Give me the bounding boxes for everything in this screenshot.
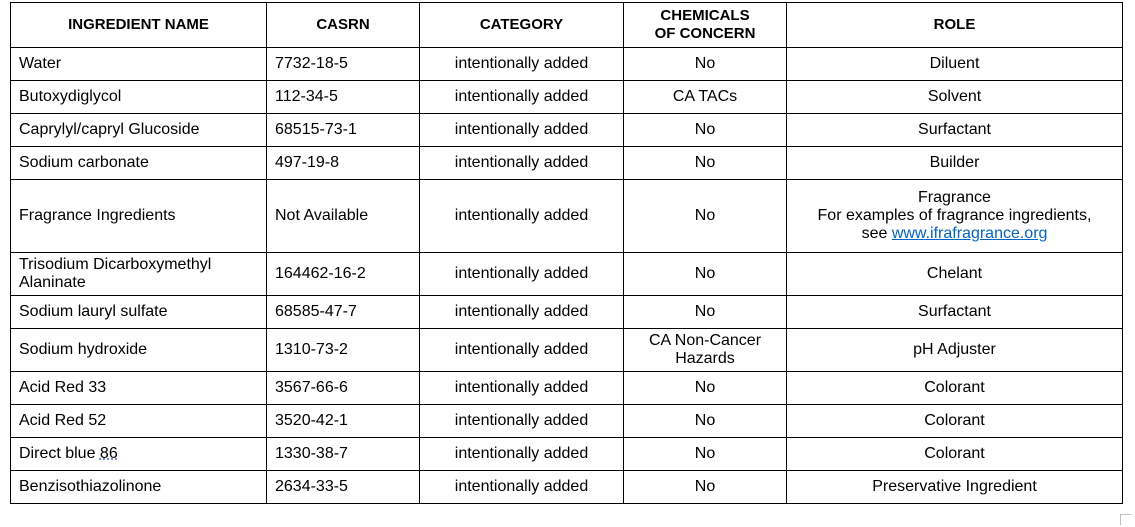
header-role: ROLE [787, 3, 1123, 48]
cell-role: pH Adjuster [787, 329, 1123, 372]
cell-category: intentionally added [420, 329, 624, 372]
header-chemicals-of-concern [624, 3, 787, 48]
header-coc-line2: OF CONCERN [654, 25, 756, 42]
table-row [11, 81, 1123, 114]
table-row [11, 147, 1123, 180]
cell-coc: No [624, 471, 787, 504]
cell-coc: No [624, 147, 787, 180]
name-line2: Alaninate [19, 274, 86, 291]
cell-coc: No [624, 180, 787, 253]
cell-role: Colorant [787, 438, 1123, 471]
table-row [11, 405, 1123, 438]
cell-coc: No [624, 405, 787, 438]
cell-role: Preservative Ingredient [787, 471, 1123, 504]
table-row [11, 372, 1123, 405]
coc-line1: CA Non-Cancer [648, 332, 762, 349]
table-row [11, 438, 1123, 471]
header-ingredient-name: INGREDIENT NAME [11, 3, 267, 48]
name-line1: Trisodium Dicarboxymethyl [19, 256, 212, 273]
cell-category: intentionally added [420, 147, 624, 180]
cell-casrn: 164462-16-2 [267, 253, 420, 296]
cell-role: Surfactant [787, 296, 1123, 329]
cell-casrn: 1330-38-7 [267, 438, 420, 471]
cell-casrn: 68515-73-1 [267, 114, 420, 147]
cell-coc: No [624, 114, 787, 147]
table-row [11, 48, 1123, 81]
cell-category: intentionally added [420, 81, 624, 114]
table-row [11, 296, 1123, 329]
header-coc-line1: CHEMICALS [660, 7, 750, 24]
cell-coc: No [624, 438, 787, 471]
cell-name: Water [11, 48, 267, 81]
cell-coc: CA TACs [624, 81, 787, 114]
table-row [11, 253, 1123, 296]
cell-casrn: 3520-42-1 [267, 405, 420, 438]
cell-role: Diluent [787, 48, 1123, 81]
cell-name: Fragrance Ingredients [11, 180, 267, 253]
ifra-fragrance-link[interactable]: www.ifrafragrance.org [891, 225, 1048, 242]
cell-name: Caprylyl/capryl Glucoside [11, 114, 267, 147]
cell-role: Chelant [787, 253, 1123, 296]
table-row [11, 114, 1123, 147]
ingredients-table [10, 2, 1123, 504]
resize-corner-mark [1120, 514, 1131, 525]
cell-category: intentionally added [420, 372, 624, 405]
header-category: CATEGORY [420, 3, 624, 48]
cell-role: Surfactant [787, 114, 1123, 147]
cell-role: Builder [787, 147, 1123, 180]
cell-name [11, 253, 267, 296]
cell-coc [624, 329, 787, 372]
role-line1: Fragrance [918, 189, 991, 206]
cell-casrn: 3567-66-6 [267, 372, 420, 405]
cell-name: Sodium carbonate [11, 147, 267, 180]
cell-casrn: Not Available [267, 180, 420, 253]
cell-role: Colorant [787, 372, 1123, 405]
cell-role: Colorant [787, 405, 1123, 438]
role-see: see [861, 225, 892, 242]
table-header-row [11, 3, 1123, 48]
cell-coc: No [624, 372, 787, 405]
cell-name: Benzisothiazolinone [11, 471, 267, 504]
cell-category: intentionally added [420, 253, 624, 296]
cell-casrn: 2634-33-5 [267, 471, 420, 504]
cell-casrn: 7732-18-5 [267, 48, 420, 81]
table-row [11, 180, 1123, 253]
cell-role: Solvent [787, 81, 1123, 114]
header-casrn: CASRN [267, 3, 420, 48]
cell-name: Acid Red 33 [11, 372, 267, 405]
cell-casrn: 112-34-5 [267, 81, 420, 114]
cell-category: intentionally added [420, 180, 624, 253]
cell-category: intentionally added [420, 471, 624, 504]
table-row [11, 471, 1123, 504]
cell-name: Sodium lauryl sulfate [11, 296, 267, 329]
cell-category: intentionally added [420, 48, 624, 81]
cell-coc: No [624, 48, 787, 81]
cell-name: Acid Red 52 [11, 405, 267, 438]
cell-category: intentionally added [420, 114, 624, 147]
cell-role [787, 180, 1123, 253]
name-prefix: Direct blue [19, 445, 100, 462]
coc-line2: Hazards [675, 350, 735, 367]
cell-category: intentionally added [420, 438, 624, 471]
cell-name [11, 438, 267, 471]
role-line2: For examples of fragrance ingredients, [817, 207, 1092, 224]
name-number: 86 [99, 445, 118, 462]
cell-casrn: 497-19-8 [267, 147, 420, 180]
table-row [11, 329, 1123, 372]
cell-name: Sodium hydroxide [11, 329, 267, 372]
cell-name: Butoxydiglycol [11, 81, 267, 114]
cell-coc: No [624, 253, 787, 296]
cell-category: intentionally added [420, 405, 624, 438]
cell-casrn: 1310-73-2 [267, 329, 420, 372]
cell-casrn: 68585-47-7 [267, 296, 420, 329]
cell-category: intentionally added [420, 296, 624, 329]
cell-coc: No [624, 296, 787, 329]
